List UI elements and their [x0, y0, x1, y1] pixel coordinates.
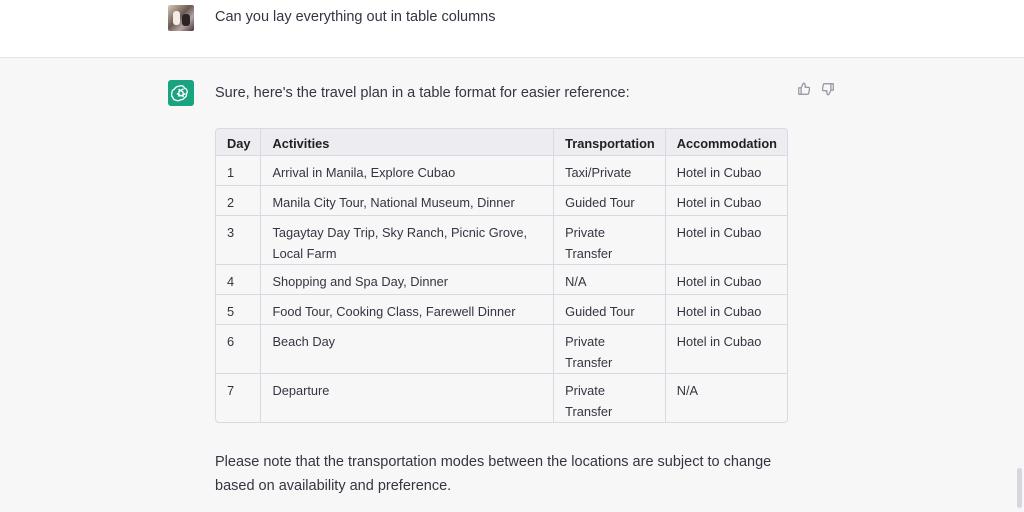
thumbs-up-icon[interactable] [797, 82, 811, 96]
table-row [216, 295, 787, 325]
accommodation-cell: Hotel in Cubao [665, 186, 787, 216]
activities-cell: Shopping and Spa Day, Dinner [261, 265, 554, 295]
activities-cell: Beach Day [261, 325, 554, 374]
transportation-cell: Guided Tour [554, 295, 666, 325]
transportation-cell: Private Transfer [554, 325, 666, 374]
day-cell: 3 [216, 216, 261, 265]
table-row [216, 186, 787, 216]
day-cell: 5 [216, 295, 261, 325]
activities-cell: Departure [261, 374, 554, 423]
activities-cell: Manila City Tour, National Museum, Dinner [261, 186, 554, 216]
column-header-activities: Activities [261, 129, 554, 156]
table-row [216, 374, 787, 423]
day-cell: 7 [216, 374, 261, 423]
column-header-day: Day [216, 129, 261, 156]
openai-logo-icon [168, 80, 194, 106]
accommodation-cell: Hotel in Cubao [665, 156, 787, 186]
travel-plan-table [215, 128, 788, 423]
page-scrollbar[interactable] [1016, 58, 1024, 512]
assistant-message [0, 58, 1024, 512]
column-header-accommodation: Accommodation [665, 129, 787, 156]
user-message [0, 0, 1024, 58]
transportation-cell: Private Transfer [554, 216, 666, 265]
table-row [216, 265, 787, 295]
scrollbar-thumb[interactable] [1017, 468, 1022, 508]
transportation-cell: Guided Tour [554, 186, 666, 216]
transportation-cell: Private Transfer [554, 374, 666, 423]
thumbs-down-icon[interactable] [821, 82, 835, 96]
day-cell: 1 [216, 156, 261, 186]
assistant-intro-text: Sure, here's the travel plan in a table format for easier reference: [215, 85, 630, 101]
table-header-row [216, 129, 787, 156]
table-row [216, 156, 787, 186]
user-message-text: Can you lay everything out in table columns [215, 9, 496, 25]
activities-cell: Tagaytay Day Trip, Sky Ranch, Picnic Grove, Local Farm [261, 216, 554, 265]
accommodation-cell: N/A [676, 383, 699, 398]
table-row [216, 325, 787, 374]
activities-cell: Arrival in Manila, Explore Cubao [261, 156, 554, 186]
user-avatar [168, 5, 194, 31]
accommodation-cell: Hotel in Cubao [665, 295, 787, 325]
day-cell: 4 [216, 265, 261, 295]
transportation-cell: Taxi/Private [554, 156, 666, 186]
day-cell: 2 [216, 186, 261, 216]
day-cell: 6 [216, 325, 261, 374]
assistant-note-text: Please note that the transportation modes between the locations are subject to change based on availability and preference. [215, 454, 772, 494]
transportation-cell: N/A [554, 265, 666, 295]
column-header-transportation: Transportation [554, 129, 666, 156]
feedback-buttons [797, 82, 835, 96]
activities-cell: Food Tour, Cooking Class, Farewell Dinner [261, 295, 554, 325]
table-row [216, 216, 787, 265]
accommodation-cell: Hotel in Cubao [665, 265, 787, 295]
accommodation-cell: Hotel in Cubao [665, 216, 787, 265]
accommodation-cell: Hotel in Cubao [665, 325, 787, 374]
